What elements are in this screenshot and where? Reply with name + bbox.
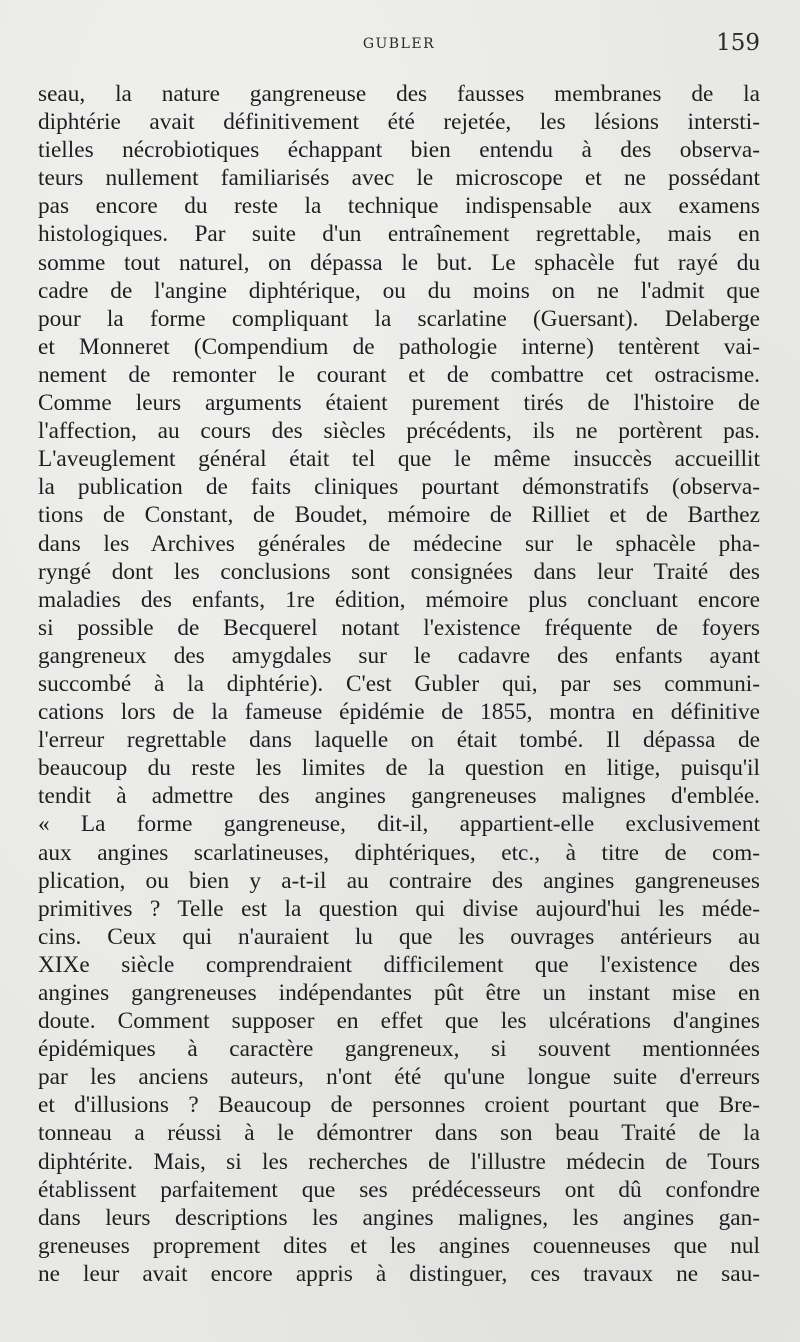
text-line: pas encore du reste la technique indispensable aux examens [38, 193, 760, 220]
text-line: dans les Archives générales de médecine sur le sphacèle pha- [38, 530, 760, 557]
text-line: tendit à admettre des angines gangreneuses malignes d'emblée. [38, 783, 760, 810]
text-line: diphtérie avait définitivement été rejetée, les lésions intersti- [38, 109, 760, 136]
text-line: XIXe siècle comprendraient difficilement que l'existence des [38, 951, 760, 978]
text-line: établissent parfaitement que ses prédécesseurs ont dû confondre [38, 1176, 760, 1203]
text-line: cations lors de la fameuse épidémie de 1855, montra en définitive [38, 699, 760, 726]
text-line: ne leur avait encore appris à distinguer, ces travaux ne sau- [38, 1260, 760, 1287]
text-line: si possible de Becquerel notant l'existence fréquente de foyers [38, 614, 760, 641]
text-line: primitives ? Telle est la question qui divise aujourd'hui les méde- [38, 895, 760, 922]
text-line: dans leurs descriptions les angines malignes, les angines gan- [38, 1204, 760, 1231]
text-line: tonneau a réussi à le démontrer dans son beau Traité de la [38, 1120, 760, 1147]
text-line: aux angines scarlatineuses, diphtériques, etc., à titre de com- [38, 839, 760, 866]
text-line: histologiques. Par suite d'un entraînement regrettable, mais en [38, 221, 760, 248]
text-line: angines gangreneuses indépendantes pût être un instant mise en [38, 980, 760, 1006]
text-line: L'aveuglement général était tel que le même insuccès accueillit [38, 446, 760, 473]
text-line: cins. Ceux qui n'auraient lu que les ouvrages antérieurs au [38, 923, 760, 950]
text-line: ryngé dont les conclusions sont consignées dans leur Traité des [38, 558, 760, 585]
text-line: nement de remonter le courant et de combattre cet ostracisme. [38, 361, 760, 388]
text-line: somme tout naturel, on dépassa le but. Le sphacèle fut rayé du [38, 249, 760, 276]
text-line: tions de Constant, de Boudet, mémoire de Rilliet et de Barthez [38, 502, 760, 529]
text-line: pour la forme compliquant la scarlatine (Guersant). Delaberge [38, 305, 760, 332]
text-line: teurs nullement familiarisés avec le microscope et ne possédant [38, 165, 760, 192]
text-line: diphtérite. Mais, si les recherches de l'illustre médecin de Tours [38, 1148, 760, 1175]
body-text [38, 80, 760, 1288]
text-line: gangreneux des amygdales sur le cadavre des enfants ayant [38, 642, 760, 669]
running-title: GUBLER [362, 36, 436, 52]
text-line: doute. Comment supposer en effet que les ulcérations d'angines [38, 1008, 760, 1035]
page-number: 159 [716, 30, 760, 56]
text-line: épidémiques à caractère gangreneux, si souvent mentionnées [38, 1036, 760, 1063]
text-line: l'affection, au cours des siècles précédents, ils ne portèrent pas. [38, 418, 760, 445]
text-line: plication, ou bien y a-t-il au contraire des angines gangreneuses [38, 867, 760, 894]
text-line: et Monneret (Compendium de pathologie interne) tentèrent vai- [38, 333, 760, 360]
text-line: cadre de l'angine diphtérique, ou du moins on ne l'admit que [38, 277, 760, 304]
text-line: l'erreur regrettable dans laquelle on était tombé. Il dépassa de [38, 727, 760, 754]
text-line: par les anciens auteurs, n'ont été qu'une longue suite d'erreurs [38, 1064, 760, 1091]
text-line: et d'illusions ? Beaucoup de personnes croient pourtant que Bre- [38, 1092, 760, 1119]
text-line: greneuses proprement dites et les angines couenneuses que nul [38, 1232, 760, 1259]
text-line: la publication de faits cliniques pourtant démonstratifs (observa- [38, 474, 760, 501]
text-line: maladies des enfants, 1re édition, mémoire plus concluant encore [38, 586, 760, 613]
text-line: beaucoup du reste les limites de la question en litige, puisqu'il [38, 755, 760, 782]
text-line: « La forme gangreneuse, dit-il, appartient-elle exclusivement [38, 811, 760, 838]
page-header [38, 30, 760, 60]
text-line: seau, la nature gangreneuse des fausses membranes de la [38, 81, 760, 107]
text-line: tielles nécrobiotiques échappant bien entendu à des observa- [38, 137, 760, 164]
text-line: succombé à la diphtérie). C'est Gubler qui, par ses communi- [38, 670, 760, 697]
text-line: Comme leurs arguments étaient purement tirés de l'histoire de [38, 390, 760, 417]
